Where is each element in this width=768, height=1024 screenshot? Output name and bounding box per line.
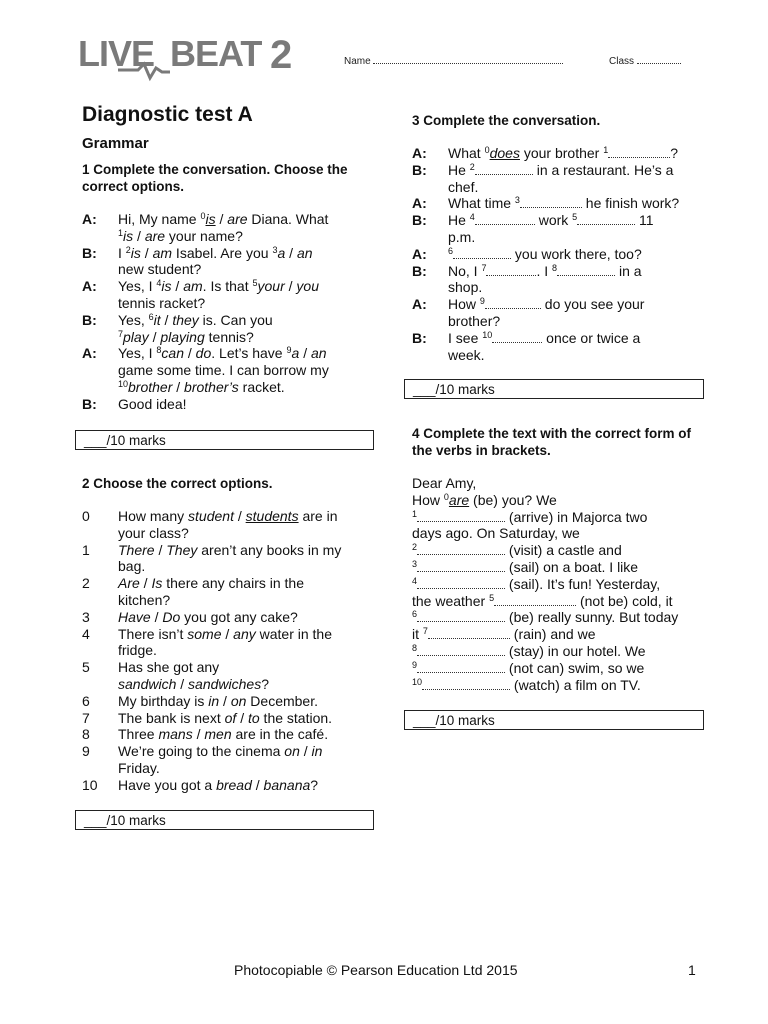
speaker: B: — [412, 161, 427, 178]
answer-blank[interactable] — [475, 163, 533, 175]
item-number: 9 — [82, 743, 90, 760]
answer-blank[interactable] — [422, 678, 510, 690]
item-text: There / They aren’t any books in my bag. — [118, 541, 342, 575]
ex2-item — [82, 508, 372, 542]
ex1-line: B: I $^2$is / am Isabel. Are you $^3$a / an — [82, 244, 313, 261]
option: of — [224, 709, 237, 726]
answer-blank[interactable] — [486, 264, 536, 276]
ex2-item — [82, 575, 372, 609]
answer-blank[interactable] — [492, 331, 542, 343]
section-heading: Grammar — [82, 135, 149, 152]
answer-blank[interactable] — [417, 610, 505, 622]
item-number: 2 — [82, 575, 90, 592]
ex3-line — [412, 246, 712, 263]
item-text: There isn’t some / any water in the fridge. — [118, 625, 332, 659]
ex2-item — [82, 743, 372, 777]
ex3-line — [412, 212, 712, 229]
item-text: Have / Do you got any cake? — [118, 608, 298, 625]
ex4-line: How $^0$are (be) you? We — [412, 491, 557, 508]
option: banana — [263, 776, 311, 793]
ex1-line: new student? — [118, 261, 202, 278]
item-text: sandwich / sandwiches? — [118, 675, 269, 692]
line-text: p.m. — [448, 228, 476, 245]
ex1-line: $^{10}$brother / brother’s racket. — [118, 378, 285, 395]
name-field[interactable] — [344, 54, 563, 71]
ex4-marks-box[interactable]: ___/10 marks — [404, 710, 704, 730]
ex2-item — [82, 726, 372, 743]
line-text: brother? — [448, 312, 501, 329]
ex1-line: game some time. I can borrow my — [118, 362, 329, 379]
line-text: No, I $^7$ . I $^8$ in a — [448, 262, 642, 279]
option: on — [284, 743, 300, 760]
ex3-marks-box[interactable]: ___/10 marks — [404, 379, 704, 399]
item-number: 10 — [82, 776, 98, 793]
item-text: Are / Is there any chairs in the kitchen? — [118, 575, 304, 608]
ex3-line — [412, 330, 712, 347]
option: sandwich — [118, 675, 177, 692]
answer-blank[interactable] — [520, 196, 582, 208]
answer-blank[interactable] — [417, 560, 505, 572]
speaker: B: — [412, 262, 427, 279]
item-text: We’re going to the cinema on / in Friday. — [118, 743, 323, 776]
ex1-line: B: Good idea! — [82, 395, 187, 412]
ex1-heading: 1 Complete the conversation. Choose the correct options. — [82, 162, 348, 194]
item-text: Three mans / men are in the café. — [118, 726, 329, 743]
option: There — [118, 541, 155, 558]
speaker — [412, 313, 448, 330]
ex2-list — [82, 508, 372, 794]
item-text: My birthday is in / on December. — [118, 692, 318, 709]
speaker: B: — [412, 212, 427, 229]
svg-text:2: 2 — [270, 33, 293, 77]
ex4-line: $^{10}$ (watch) a film on TV. — [412, 676, 641, 693]
ex3-conversation — [412, 145, 712, 363]
option: mans — [158, 726, 193, 743]
speaker — [412, 179, 448, 196]
item-number: 7 — [82, 709, 90, 726]
answer-blank[interactable] — [428, 627, 510, 639]
ex4-greeting: Dear Amy, — [412, 475, 477, 491]
ex4-heading: 4 Complete the text with the correct form of the verbs in brackets. — [412, 426, 692, 458]
ex2-heading: 2 Choose the correct options. — [82, 476, 273, 491]
option: Is — [151, 575, 163, 592]
line-text: What $^0$does your brother $^1$ ? — [448, 145, 679, 161]
ex4-line: $^2$ (visit) a castle and — [412, 542, 622, 559]
ex4-line: $^4$ (sail). It’s fun! Yesterday, — [412, 575, 661, 592]
ex3-line — [412, 313, 712, 330]
ex1-line: B: Yes, $^6$it / they is. Can you — [82, 311, 273, 328]
ex3-line — [412, 347, 712, 364]
line-text: How $^9$ do you see your — [448, 296, 645, 313]
example-answer: does — [489, 145, 520, 161]
option: Do — [162, 608, 181, 625]
line-text: What time $^3$ he finish work? — [448, 195, 680, 212]
example-answer: are — [448, 491, 470, 508]
line-text: He $^4$ work $^5$ 11 — [448, 212, 654, 229]
item-number: 6 — [82, 692, 90, 709]
answer-blank[interactable] — [485, 297, 541, 309]
answer-blank[interactable] — [417, 510, 505, 522]
ex4-line: $^1$ (arrive) in Majorca two — [412, 508, 648, 525]
item-number: 3 — [82, 608, 90, 625]
ex3-heading: 3 Complete the conversation. — [412, 113, 601, 128]
speaker: A: — [412, 245, 427, 262]
ex3-line — [412, 229, 712, 246]
item-text: How many student / students are in your class? — [118, 508, 338, 541]
item-text: The bank is next of / to the station. — [118, 709, 333, 726]
speaker: A: — [412, 296, 427, 313]
ex2-item — [82, 676, 372, 693]
answer-blank[interactable] — [577, 213, 635, 225]
line-text: chef. — [448, 178, 479, 195]
ex2-marks-box[interactable]: ___/10 marks — [75, 810, 374, 830]
speaker: A: — [412, 195, 427, 212]
option: Are — [118, 575, 140, 592]
line-text: week. — [448, 346, 485, 363]
item-number: 0 — [82, 508, 90, 524]
ex3-line — [412, 263, 712, 280]
item-number: 1 — [82, 541, 90, 558]
speaker: A: — [412, 145, 427, 161]
ex2-item — [82, 542, 372, 576]
speaker — [412, 279, 448, 296]
speaker — [412, 229, 448, 246]
option: student — [188, 508, 234, 524]
ex3-line — [412, 195, 712, 212]
ex2-item — [82, 693, 372, 710]
ex4-line: the weather $^5$ (not be) cold, it — [412, 592, 673, 609]
answer-blank[interactable] — [557, 264, 615, 276]
item-text: Have you got a bread / banana? — [118, 776, 319, 793]
item-number: 8 — [82, 726, 90, 743]
class-label: Class — [609, 56, 635, 67]
live-beat-logo — [78, 30, 303, 82]
ex3-line — [412, 179, 712, 196]
option: in — [208, 692, 220, 709]
speaker: B: — [412, 329, 427, 346]
footer-copyright: Photocopiable © Pearson Education Ltd 2015 — [234, 962, 518, 978]
answer-blank[interactable] — [417, 661, 505, 673]
option: in — [311, 743, 323, 760]
item-number: 5 — [82, 659, 90, 676]
option: Have — [118, 608, 151, 625]
item-text: Has she got any — [118, 659, 220, 676]
ex1-line: tennis racket? — [118, 294, 206, 311]
ex4-text — [412, 475, 712, 693]
ex4-line: $^3$ (sail) on a boat. I like — [412, 558, 639, 575]
line-text: $^6$ you work there, too? — [448, 245, 642, 262]
ex2-item — [82, 710, 372, 727]
ex4-line: days ago. On Saturday, we — [412, 525, 580, 542]
ex3-line — [412, 162, 712, 179]
line-text: He $^2$ in a restaurant. He’s a — [448, 161, 674, 178]
answer-blank[interactable] — [494, 594, 576, 606]
ex1-line: $^7$play / playing tennis? — [118, 328, 254, 345]
svg-text:LIVE: LIVE — [78, 33, 155, 74]
answer-blank[interactable] — [417, 543, 505, 555]
option: They — [166, 541, 198, 558]
ex1-conversation — [82, 211, 372, 413]
page-number: 1 — [688, 962, 696, 978]
answer-blank[interactable] — [417, 577, 505, 589]
answer-blank[interactable] — [475, 213, 535, 225]
item-number — [82, 676, 118, 693]
option: students — [245, 508, 299, 524]
ex2-item — [82, 609, 372, 626]
option: sandwiches — [188, 675, 262, 692]
option: any — [233, 625, 256, 642]
speaker — [412, 347, 448, 364]
ex2-item — [82, 659, 372, 676]
ex2-item — [82, 777, 372, 794]
svg-text:BEAT: BEAT — [170, 33, 262, 74]
ex2-item — [82, 626, 372, 660]
ex4-line: $^6$ (be) really sunny. But today — [412, 609, 679, 626]
ex4-line: it $^7$ (rain) and we — [412, 626, 596, 643]
answer-blank[interactable] — [453, 247, 511, 259]
ex3-line — [412, 145, 712, 162]
ex1-line: $^1$is / are your name? — [118, 227, 243, 244]
option: bread — [216, 776, 252, 793]
line-text: I see $^{10}$ once or twice a — [448, 329, 641, 346]
ex3-line — [412, 279, 712, 296]
ex4-line: $^9$ (not can) swim, so we — [412, 659, 645, 676]
ex1-line: A: Yes, I $^4$is / am. Is that $^5$your / you — [82, 278, 319, 295]
name-label: Name — [344, 56, 371, 67]
line-text: shop. — [448, 279, 483, 296]
option: some — [187, 625, 222, 642]
answer-blank[interactable] — [417, 644, 505, 656]
option: men — [204, 726, 232, 743]
page-title: Diagnostic test A — [82, 103, 253, 126]
ex1-line: A: Hi, My name $^0$is / are Diana. What — [82, 211, 329, 227]
option: on — [230, 692, 247, 709]
answer-blank[interactable] — [608, 146, 670, 158]
option: to — [247, 709, 260, 726]
item-number: 4 — [82, 625, 90, 642]
ex1-line: A: Yes, I $^8$can / do. Let’s have $^9$a / an — [82, 345, 327, 362]
class-field[interactable] — [609, 54, 681, 71]
ex4-line: $^8$ (stay) in our hotel. We — [412, 642, 646, 659]
ex1-marks-box[interactable]: ___/10 marks — [75, 430, 374, 450]
ex3-line — [412, 296, 712, 313]
